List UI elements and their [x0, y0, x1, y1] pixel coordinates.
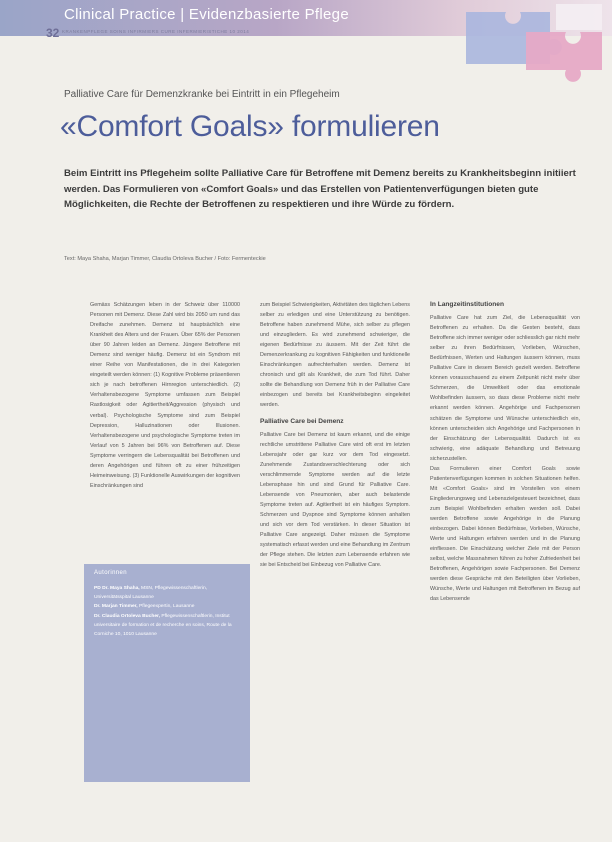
- column-3-subheading: In Langzeitinstitutionen: [430, 301, 504, 308]
- section-title: Clinical Practice | Evidenzbasierte Pflege: [64, 6, 349, 23]
- author-1-name: PD Dr. Maya Shaha,: [94, 586, 140, 591]
- author-2-name: Dr. Marjan Timmer,: [94, 604, 138, 610]
- author-box-title: Autorinnen: [94, 570, 128, 576]
- issue-line: KRANKENPFLEGE SOINS INFIRMIERS CURE INFERMIERISTICHE 10 2014: [62, 29, 250, 34]
- column-1-paragraph: Gemäss Schätzungen leben in der Schweiz über 110000 Personen mit Demenz. Diese Zahl wird bis 2050 um rund das Dreifache zunehmen. Demenz ist hauptsächlich eine Krankheit des Alters und der Frauen. Über 65% der Personen über 90 Jahren leiden an Demenz. Jüngere Betroffene mit Demenz sind weniger häufig. Demenz ist ein Syndrom mit einer Reihe von Manifestationen, die in drei Kategorien eingeteilt werden können: (1) Kognitive Probleme präsentieren sich je nach betroffenen Hirnregion unterschiedlich. (2) Verhaltensbezogene Symptome umfassen zum Beispiel Rastlosigkeit oder Agitiertheit/Aggression (physisch und verbal). Psychologische Symptome sind zum Beispiel Depression, Halluzinationen oder Illusionen. Verhaltensbezogene und psychologische Symptome treten im Verlauf von 5 Jahren bei 96% von Betroffenen auf. Diese Symptome verringern die Lebensqualität bei Betroffenen und deren Angehörigen und führen oft zu einer frühzeitigen Heimeinweisung. (3) Funktionelle Auswirkungen der kognitiven Einschränkungen sind: [90, 302, 240, 489]
- author-box-body: [94, 584, 240, 639]
- author-2-desc: Pflegeexpertin, Lausanne: [139, 604, 195, 610]
- article-kicker: Palliative Care für Demenzkranke bei Eintritt in ein Pflegeheim: [64, 89, 340, 100]
- text-column-1: [90, 300, 240, 491]
- puzzle-pieces-image: [456, 2, 606, 92]
- author-3-desc: Pflegewissenschaftlerin, Institut universitaire de formation et de recherche en soins, Route de la Corniche 10, 1010 Lausanne: [94, 613, 232, 638]
- puzzle-piece-pink: [526, 32, 602, 82]
- article-byline: Text: Maya Shaha, Marjan Timmer, Claudia Ortoleva Bucher / Foto: Fermenteckie: [64, 256, 266, 262]
- author-1-desc: MSN, Pflegewissenschaftlerin, Universitätsspital Lausanne: [94, 586, 208, 601]
- author-info-box: [84, 564, 250, 782]
- column-2-paragraph-1: zum Beispiel Schwierigkeiten, Aktivitäten des täglichen Lebens selber zu erledigen und eine Unterstützung zu benötigen. Betroffene haben zunehmend Mühe, sich selber zu pflegen und einzugliedern. Es wird zunehmend schwieriger, die eigenen Bedürfnisse zu äussern. Mit der Zeit führt die Demenzerkrankung zu kognitiven Fähigkeiten und funktionelle Einschränkungen aufrechterhalten werden. Demenz ist chronisch und gilt als Krankheit, die zum Tod führt. Daher sollte die Behandlung von Demenz früh in der Palliative Care einbezogen und bereits bei Krankheitsbeginn eingeleitet werden.: [260, 302, 410, 409]
- text-column-2: [260, 300, 410, 570]
- text-column-3: [430, 300, 580, 604]
- page-number: 32: [46, 26, 60, 40]
- column-2-subheading: Palliative Care bei Demenz: [260, 417, 344, 425]
- column-2-paragraph-2: Palliative Care bei Demenz ist kaum erkannt, und die einige rechtliche umstrittene Palliative Care wird oft erst im letzten Lebensjahr oder gar kurz vor dem Tod eingesetzt. Zunehmende Zustandsverschlechterung oder sich verschlimmernde Symptome werden auf die letzte Lebensphase hin und sind Grund für Palliative Care. Lebensende von Pneumonien, aber auch belastende Symptome treten auf. Agitiertheit ist ein häufiges Symptom. Schmerzen und Dyspnoe sind Symptome können anhalten und sich vor dem Tod verstärken. In dieser Situation ist Palliative Care angezeigt. Daher müssen die Symptome systematisch erfasst werden und eine Behandlung im Zentrum der Pflege stehen. Die letzten zum Lebensende erfahren wie sie bei Entscheid bei Einbezug von Palliative Care.: [260, 431, 410, 569]
- author-3-name: Dr. Claudia Ortoleva Bucher,: [94, 613, 161, 619]
- column-3-paragraph-1: Palliative Care hat zum Ziel, die Lebensqualität von Betroffenen zu erhalten. Da die Gesten besteht, dass Betroffene sich immer weniger oder schliesslich gar nicht mehr selber zu ihren Bedürfnissen, Vorlieben, Wünschen, Bedürfnissen, Werten und Haltungen äussern können, muss Palliative Care in diesem Bereich gezielt werden. Betroffene können vorausschauend zu einem Zeitpunkt nicht mehr über Schmerzen, die Umweltkeit oder das emotionale Wohlbefinden äussern, so dass diese Probleme nicht mehr erkannt werden können. Angehörige und Fachpersonen schätzen die Symptome und Wünsche unterschiedlich ein, können unterscheiden sich Angehörige und Fachpersonen in der Einschätzung der Lebensqualität. Dadurch ist es schwierig, eine adäquate Behandlung und Betreuung sicherzustellen.: [430, 315, 580, 462]
- article-lead: Beim Eintritt ins Pflegeheim sollte Palliative Care für Betroffene mit Demenz bereits zu Krankheitsbeginn initiiert werden. Das Formulieren von «Comfort Goals» und das Erstellen von Patientenverfügungen bieten gute Möglichkeiten, die Rechte der Betroffenen zu respektieren und ihre Würde zu fördern.: [64, 168, 576, 211]
- puzzle-piece-white: [556, 4, 602, 30]
- column-3-paragraph-2: Das Formulieren einer Comfort Goals sowie Patientenverfügungen kommen in solchen Situationen helfen. Mit «Comfort Goals» sind im Vorstellen von einem Eingliederungsweg und Lebenszielgesteuert bezeichnet, dass zum Beispiel Wohlbefinden erhalten werden soll. Dabei werden Betroffene sowie Angehörige in die Planung einbezogen. Dabei können Bedürfnisse, Vorlieben, Wünsche, Werte und Haltungen erfahren werden und in die Planung einfliessen. Die Einschätzung welcher Ziele mit der Person selbst, welche Massnahmen führen zu hoher Zufriedenheit bei Betroffenen, Angehörigen sowie Fachpersonen. Bei Demenz werden diese Gespräche mit den Beteiligten über Vorlieben, Wünsche, Werte und Haltungen mit Betroffenen im Bezug auf das Lebensende: [430, 465, 580, 603]
- article-headline: «Comfort Goals» formulieren: [60, 110, 440, 143]
